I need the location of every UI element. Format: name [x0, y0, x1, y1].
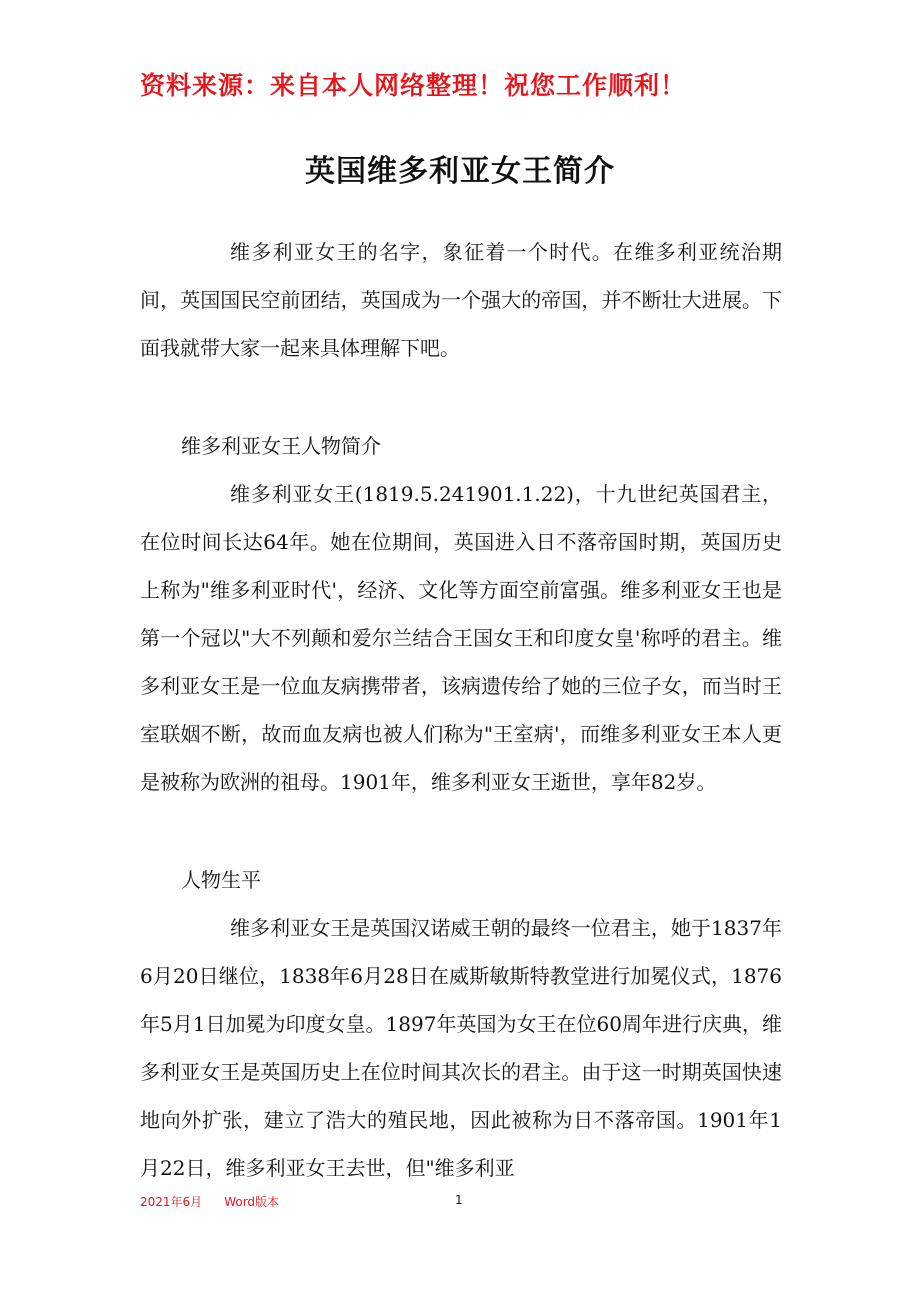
intro-paragraph: 维多利亚女王的名字，象征着一个时代。在维多利亚统治期间，英国国民空前团结，英国成为一个强大的帝国，并不断壮大进展。下面我就带大家一起来具体理解下吧。: [140, 240, 782, 360]
profile-paragraph: 维多利亚女王(1819.5.241901.1.22)，十九世纪英国君主，在位时间长达64年。她在位期间，英国进入日不落帝国时期，英国历史上称为"维多利亚时代'，经济、文化等方面空前富强。维多利亚女王也是第一个冠以"大不列颠和爱尔兰结合王国女王和印度女皇'称呼的君主。维多利亚女王是一位血友病携带者，该病遗传给了她的三位子女，而当时王室联姻不断，故而血友病也被人们称为"王室病'，而维多利亚女王本人更是被称为欧洲的祖母。1901年，维多利亚女王逝世，享年82岁。: [140, 482, 782, 794]
footer-date: 2021年6月: [140, 1195, 203, 1209]
life-paragraph: 维多利亚女王是英国汉诺威王朝的最终一位君主，她于1837年6月20日继位，1838年6月28日在威斯敏斯特教堂进行加冕仪式，1876年5月1日加冕为印度女皇。1897年英国为女王在位60周年进行庆典，维多利亚女王是英国历史上在位时间其次长的君主。由于这一时期英国快速地向外扩张，建立了浩大的殖民地，因此被称为日不落帝国。1901年1月22日，维多利亚女王去世，但"维多利亚: [140, 916, 782, 1180]
section-heading-life: 人物生平: [181, 868, 261, 892]
document-title: 英国维多利亚女王简介: [305, 154, 615, 189]
page-number: 1: [455, 1193, 463, 1207]
footer-info: [140, 1193, 279, 1210]
source-note: 资料来源：来自本人网络整理！祝您工作顺利！: [140, 71, 687, 100]
footer-version: Word版本: [224, 1195, 280, 1209]
section-heading-profile: 维多利亚女王人物简介: [181, 434, 381, 458]
